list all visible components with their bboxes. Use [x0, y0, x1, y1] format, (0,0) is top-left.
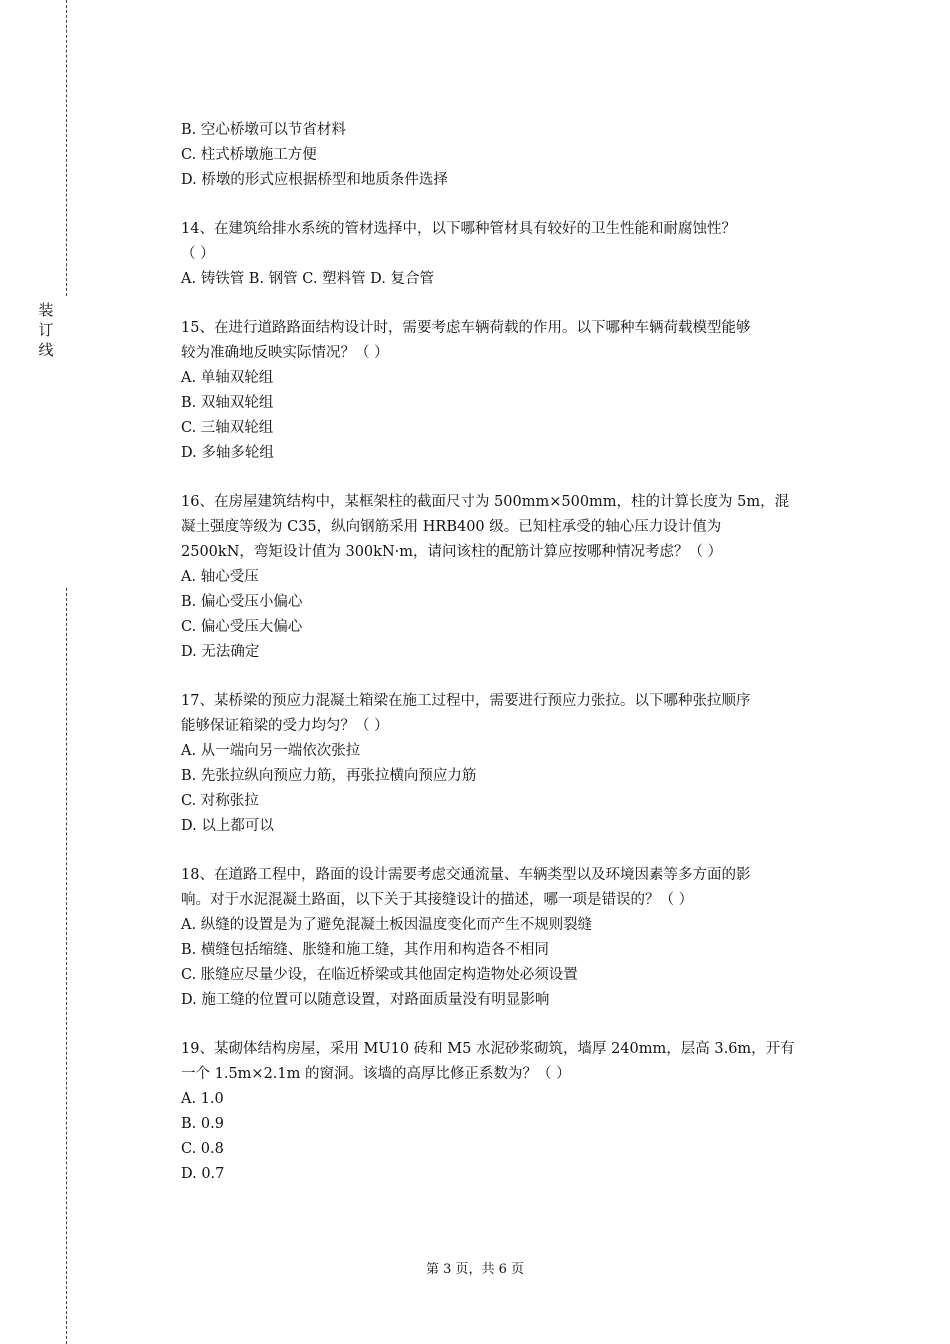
binding-label: [36, 300, 56, 360]
binding-line-top: [66, 0, 67, 296]
question-text: 17、某桥梁的预应力混凝土箱梁在施工过程中，需要进行预应力张拉。以下哪种张拉顺序: [181, 693, 751, 709]
binding-char: 装: [38, 301, 54, 319]
option: D. 多轴多轮组: [181, 445, 274, 461]
exam-content: [181, 118, 841, 1187]
binding-char: 订: [38, 321, 54, 339]
question-text: 一个 1.5m×2.1m 的窗洞。该墙的高厚比修正系数为？（ ）: [181, 1066, 571, 1082]
question-text: 较为准确地反映实际情况？（ ）: [181, 345, 389, 361]
question-18: [181, 863, 841, 1013]
option: A. 铸铁管 B. 钢管 C. 塑料管 D. 复合管: [181, 271, 435, 287]
question-text: （ ）: [181, 246, 215, 262]
option: B. 0.9: [181, 1116, 224, 1132]
option: B. 横缝包括缩缝、胀缝和施工缝，其作用和构造各不相同: [181, 942, 549, 958]
question-text: 16、在房屋建筑结构中，某框架柱的截面尺寸为 500mm×500mm，柱的计算长度为 5m，混: [181, 494, 790, 510]
question-text: 15、在进行道路路面结构设计时，需要考虑车辆荷载的作用。以下哪种车辆荷载模型能够: [181, 320, 751, 336]
page-number: 第 3 页，共 6 页: [425, 1262, 525, 1277]
option: C. 柱式桥墩施工方便: [181, 147, 317, 163]
question-17: [181, 689, 841, 839]
binding-char: 线: [38, 341, 54, 359]
option: A. 轴心受压: [181, 569, 259, 585]
question-text: 18、在道路工程中，路面的设计需要考虑交通流量、车辆类型以及环境因素等多方面的影: [181, 867, 751, 883]
option: B. 双轴双轮组: [181, 395, 274, 411]
question-16: [181, 490, 841, 665]
option: A. 从一端向另一端依次张拉: [181, 743, 361, 759]
option: B. 偏心受压小偏心: [181, 594, 303, 610]
option: D. 桥墩的形式应根据桥型和地质条件选择: [181, 172, 448, 188]
option: C. 三轴双轮组: [181, 420, 274, 436]
option: B. 先张拉纵向预应力筋，再张拉横向预应力筋: [181, 768, 477, 784]
option: C. 偏心受压大偏心: [181, 619, 303, 635]
question-text: 19、某砌体结构房屋，采用 MU10 砖和 M5 水泥砂浆砌筑，墙厚 240mm，层高 3.6m，开有: [181, 1041, 795, 1057]
question-text: 2500kN，弯矩设计值为 300kN·m，请问该柱的配筋计算应按哪种情况考虑？（ ）: [181, 544, 723, 560]
binding-line-bottom: [66, 588, 67, 1344]
option: C. 胀缝应尽量少设，在临近桥梁或其他固定构造物处必须设置: [181, 967, 578, 983]
option: D. 施工缝的位置可以随意设置，对路面质量没有明显影响: [181, 992, 550, 1008]
option: B. 空心桥墩可以节省材料: [181, 122, 346, 138]
option: D. 无法确定: [181, 644, 260, 660]
question-15: [181, 316, 841, 466]
option: A. 单轴双轮组: [181, 370, 274, 386]
question-text: 14、在建筑给排水系统的管材选择中，以下哪种管材具有较好的卫生性能和耐腐蚀性？: [181, 221, 736, 237]
option: C. 对称张拉: [181, 793, 259, 809]
option: A. 1.0: [181, 1091, 224, 1107]
option: A. 纵缝的设置是为了避免混凝土板因温度变化而产生不规则裂缝: [181, 917, 593, 933]
question-text: 响。对于水泥混凝土路面，以下关于其接缝设计的描述，哪一项是错误的？（ ）: [181, 892, 694, 908]
option: D. 0.7: [181, 1166, 225, 1182]
question-13-tail: [181, 118, 841, 193]
question-text: 能够保证箱梁的受力均匀？（ ）: [181, 718, 389, 734]
question-19: [181, 1037, 841, 1187]
option: D. 以上都可以: [181, 818, 274, 834]
question-14: [181, 217, 841, 292]
option: C. 0.8: [181, 1141, 224, 1157]
question-text: 凝土强度等级为 C35，纵向钢筋采用 HRB400 级。已知柱承受的轴心压力设计值为: [181, 519, 722, 535]
